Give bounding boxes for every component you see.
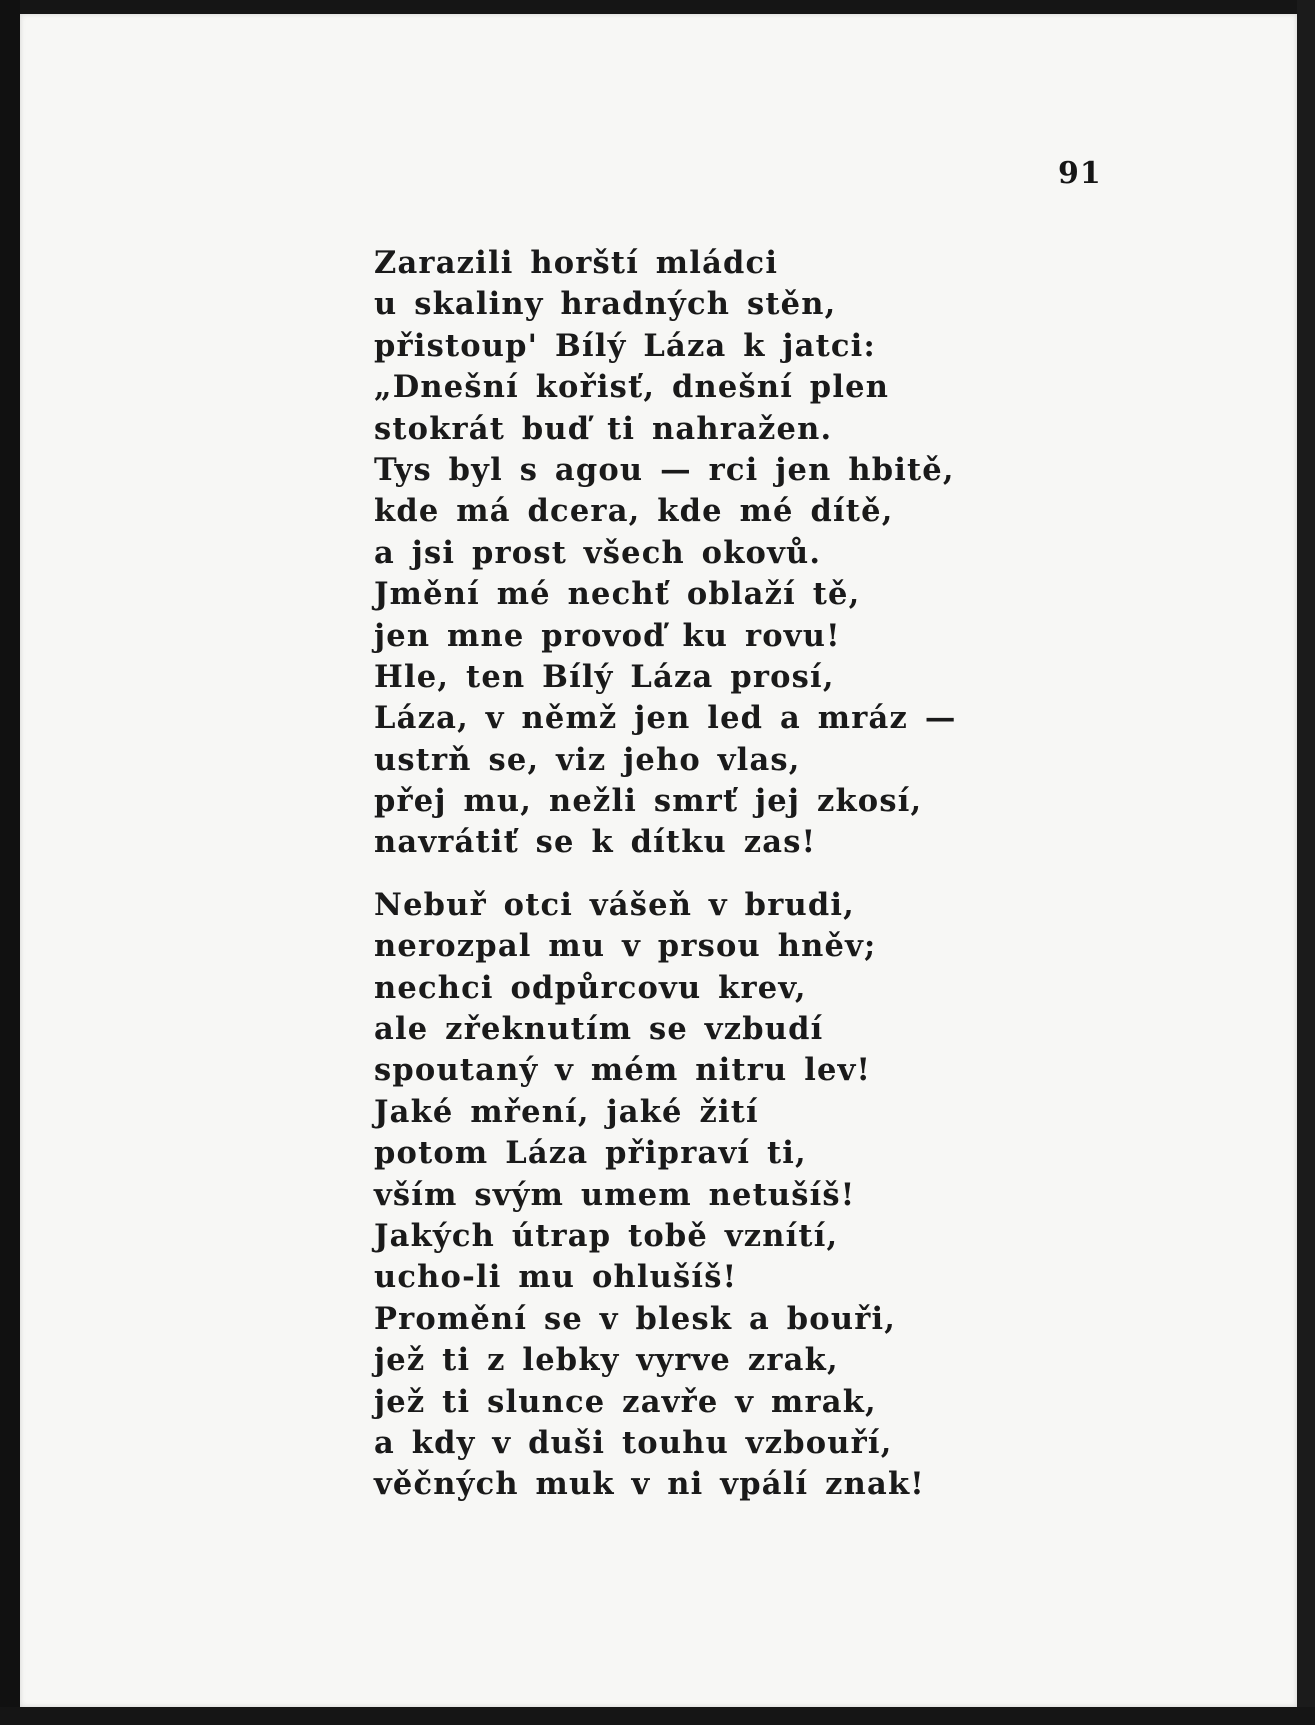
poem-line: Nebuř otci vášeň v brudi, [374,886,855,923]
poem-line: Promění se v blesk a bouři, [374,1300,897,1337]
poem-line: přistoup' Bílý Láza k jatci: [374,327,876,364]
poem-line: přej mu, nežli smrť jej zkosí, [374,783,923,820]
scan-border-bottom [0,1707,1315,1725]
poem-line: věčných muk v ni vpálí znak! [374,1466,925,1503]
poem-line: Zarazili horští mládci [374,245,779,281]
stanza-1 [374,243,957,864]
poem-line: stokrát buď ti nahražen. [374,410,833,447]
poem-line: navrátiť se k dítku zas! [374,824,817,861]
scan-border-top [0,0,1315,14]
poem-line: Tys byl s agou — rci jen hbitě, [374,451,955,488]
scan-border-left [0,0,20,1725]
poem-line: „Dnešní kořisť, dnešní plen [374,369,890,406]
poem-line: nerozpal mu v prsou hněv; [374,928,877,965]
poem-line: a jsi prost všech okovů. [374,534,822,571]
scan-border-right [1297,0,1315,1725]
poem-line: jež ti slunce zavře v mrak, [374,1383,877,1420]
page-number: 91 [1058,156,1102,191]
poem-line: nechci odpůrcovu krev, [374,969,807,1006]
poem-line: Jakých útrap tobě vznítí, [374,1217,839,1254]
poem-line: potom Láza připraví ti, [374,1135,807,1172]
poem-line: Jaké mření, jaké žití [374,1093,759,1130]
poem-line: u skaliny hradných stěn, [374,286,837,323]
poem-line: spoutaný v mém nitru lev! [374,1052,872,1089]
poem-line: ucho-li mu ohlušíš! [374,1259,738,1296]
poem-line: jen mne provoď ku rovu! [374,617,841,654]
poem-line: ale zřeknutím se vzbudí [374,1011,824,1048]
poem-line: ustrň se, viz jeho vlas, [374,741,801,778]
poem-line: Láza, v němž jen led a mráz — [374,700,957,737]
poem-line: vším svým umem netušíš! [374,1176,856,1213]
poem-line: Jmění mé nechť oblaží tě, [374,576,861,613]
poem-line: kde má dcera, kde mé dítě, [374,493,894,530]
stanza-2 [374,885,957,1506]
poem-line: Hle, ten Bílý Láza prosí, [374,658,835,695]
poem-line: jež ti z lebky vyrve zrak, [374,1342,839,1379]
poem-text [374,243,957,1506]
poem-line: a kdy v duši touhu vzbouří, [374,1424,893,1461]
